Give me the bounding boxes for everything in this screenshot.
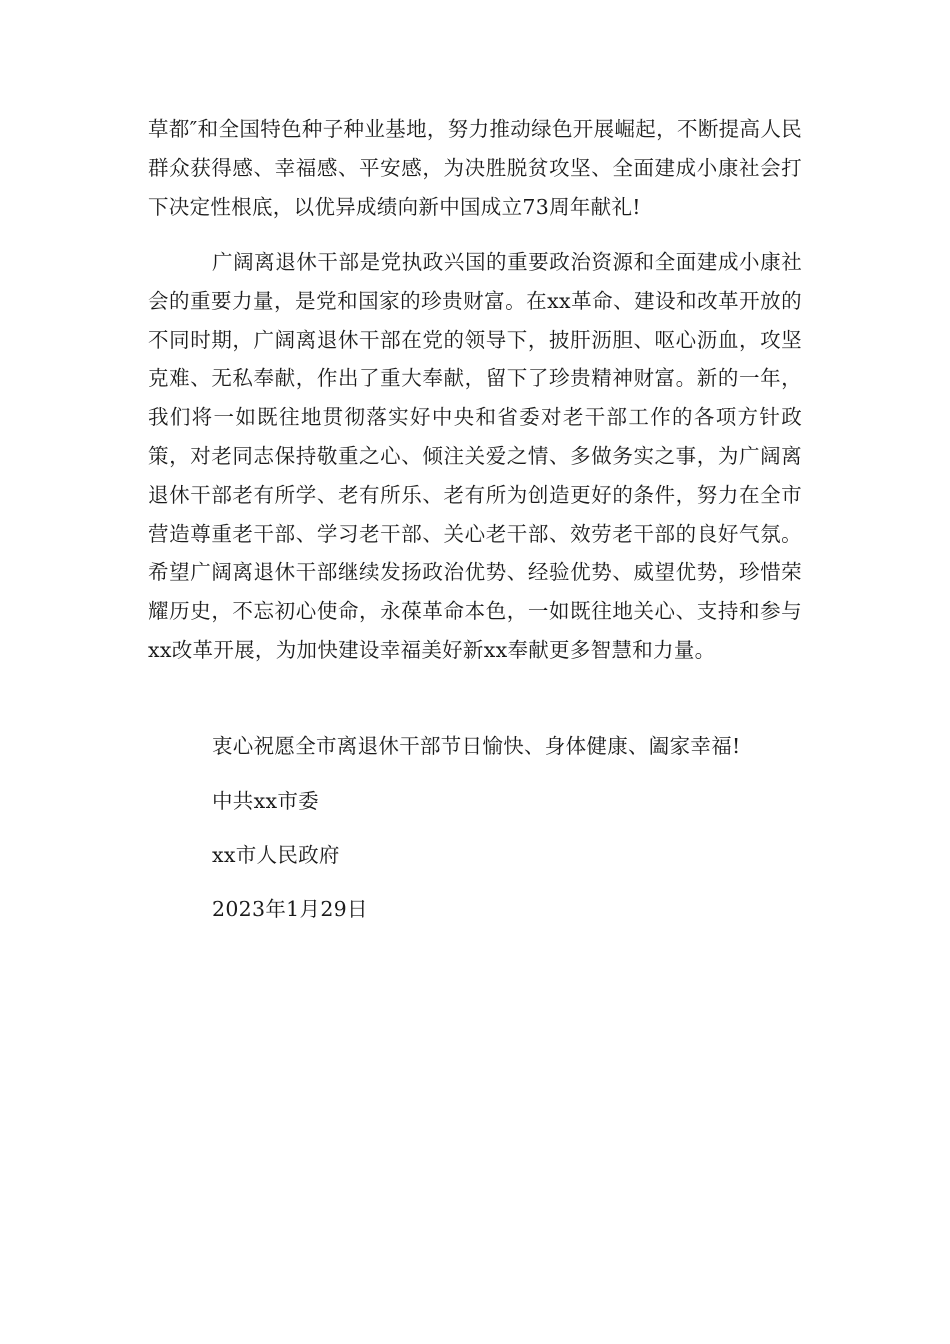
document-date: 2023年1月29日 bbox=[212, 897, 368, 921]
signature-party-committee: 中共xx市委 bbox=[212, 789, 319, 813]
closing-wish: 衷心祝愿全市离退休干部节日愉快、身体健康、阖家幸福! bbox=[212, 734, 741, 758]
body-paragraph-2: 广阔离退休干部是党执政兴国的重要政治资源和全面建成小康社会的重要力量，是党和国家的珍贵财富。在xx革命、建设和改革开放的不同时期，广阔离退休干部在党的领导下，披肝沥胆、呕心沥血，攻坚克难、无私奉献，作出了重大奉献，留下了珍贵精神财富。新的一年，我们将一如既往地贯彻落实好中央和省委对老干部工作的各项方针政策，对老同志保持敬重之心、倾注关爱之情、多做务实之事，为广阔离退休干部老有所学、老有所乐、老有所为创造更好的条件，努力在全市营造尊重老干部、学习老干部、关心老干部、效劳老干部的良好气氛。希望广阔离退休干部继续发扬政治优势、经验优势、威望优势，珍惜荣耀历史，不忘初心使命，永葆革命本色，一如既往地关心、支持和参与xx改革开展，为加快建设幸福美好新xx奉献更多智慧和力量。 bbox=[148, 250, 802, 662]
body-paragraph-1: 草都″和全国特色种子种业基地，努力推动绿色开展崛起，不断提高人民群众获得感、幸福感、平安感，为决胜脱贫攻坚、全面建成小康社会打下决定性根底，以优异成绩向新中国成立73周年献礼! bbox=[148, 117, 802, 219]
signature-government: xx市人民政府 bbox=[212, 843, 340, 867]
